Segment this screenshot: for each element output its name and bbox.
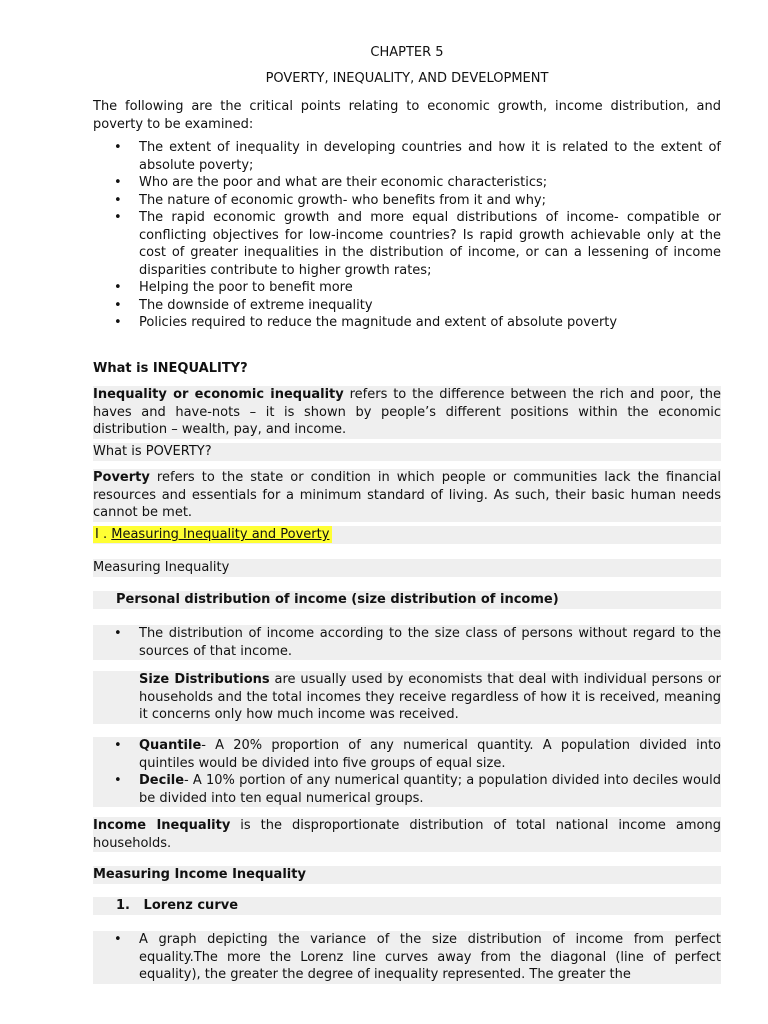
lorenz-list — [93, 931, 721, 984]
list-item — [93, 737, 721, 772]
list-item: • Helping the poor to benefit more — [93, 279, 721, 297]
size-distribution-paragraph — [93, 671, 721, 724]
inequality-text: refers to the difference between the rich and poor, the haves and have-nots – it is shown by people’s different positions within the economic distribution – wealth, pay, and income. — [93, 387, 722, 437]
measuring-inequality-heading: Measuring Inequality — [93, 559, 721, 577]
critical-points-list — [93, 139, 721, 332]
chapter-number: CHAPTER 5 — [370, 45, 444, 60]
income-inequality-term: Income Inequality — [93, 818, 231, 833]
decile-text: - A 10% portion of any numerical quantity; a population divided into deciles would be divided into ten equal numerical groups. — [139, 773, 721, 806]
quantile-list — [93, 737, 721, 807]
size-distribution-text: are usually used by economists that deal with individual persons or households and the total incomes they receive regardless of how it is received, meaning it concerns only how much income was received. — [139, 672, 721, 722]
inequality-definition — [93, 386, 721, 439]
list-item: • The extent of inequality in developing countries and how it is related to the extent of absolute poverty; — [93, 139, 721, 174]
list-item: • A graph depicting the variance of the size distribution of income from perfect equality.The more the Lorenz line curves away from the diagonal (line of perfect equality), the greater the degree of inequality represented. The greater the — [93, 931, 721, 984]
personal-distribution-heading: Personal distribution of income (size distribution of income) — [93, 591, 721, 609]
list-item — [93, 772, 721, 807]
inequality-term: Inequality or economic inequality — [93, 387, 344, 402]
list-item: • Who are the poor and what are their economic characteristics; — [93, 174, 721, 192]
list-item: • The nature of economic growth- who benefits from it and why; — [93, 192, 721, 210]
list-item: • The distribution of income according to the size class of persons without regard to the sources of that income. — [93, 625, 721, 660]
income-inequality-text: is the disproportionate distribution of total national income among households. — [93, 818, 721, 851]
list-item: • The rapid economic growth and more equal distributions of income- compatible or conflicting objectives for low-income countries? Is rapid growth achievable only at the cost of greater inequalities in the distribution of income, or can a lessening of income disparities contribute to higher growth rates; — [93, 209, 721, 279]
poverty-definition — [93, 469, 721, 522]
section-number: I . — [95, 527, 108, 542]
quantile-term: Quantile — [139, 738, 202, 753]
inequality-heading: What is INEQUALITY? — [93, 361, 248, 376]
size-distribution-term: Size Distributions — [139, 672, 270, 687]
section-heading — [93, 526, 721, 544]
decile-term: Decile — [139, 773, 185, 788]
poverty-term: Poverty — [93, 470, 150, 485]
income-inequality-paragraph — [93, 817, 721, 852]
chapter-title: POVERTY, INEQUALITY, AND DEVELOPMENT — [265, 71, 549, 86]
list-item: • The downside of extreme inequality — [93, 297, 721, 315]
quantile-text: - A 20% proportion of any numerical quantity. A population divided into quintiles would be divided into five groups of equal size. — [139, 738, 721, 771]
lorenz-heading: 1. Lorenz curve — [93, 897, 721, 915]
intro-paragraph: The following are the critical points relating to economic growth, income distribution, and poverty to be examined: — [93, 99, 721, 132]
measuring-income-inequality-heading: Measuring Income Inequality — [93, 866, 721, 884]
section-title: Measuring Inequality and Poverty — [111, 527, 330, 542]
poverty-heading: What is POVERTY? — [93, 443, 721, 461]
section-highlight — [93, 526, 332, 543]
list-item: • Policies required to reduce the magnitude and extent of absolute poverty — [93, 314, 721, 332]
distribution-list — [93, 625, 721, 660]
poverty-text: refers to the state or condition in which people or communities lack the financial resources and essentials for a minimum standard of living. As such, their basic human needs cannot be met. — [93, 470, 721, 520]
